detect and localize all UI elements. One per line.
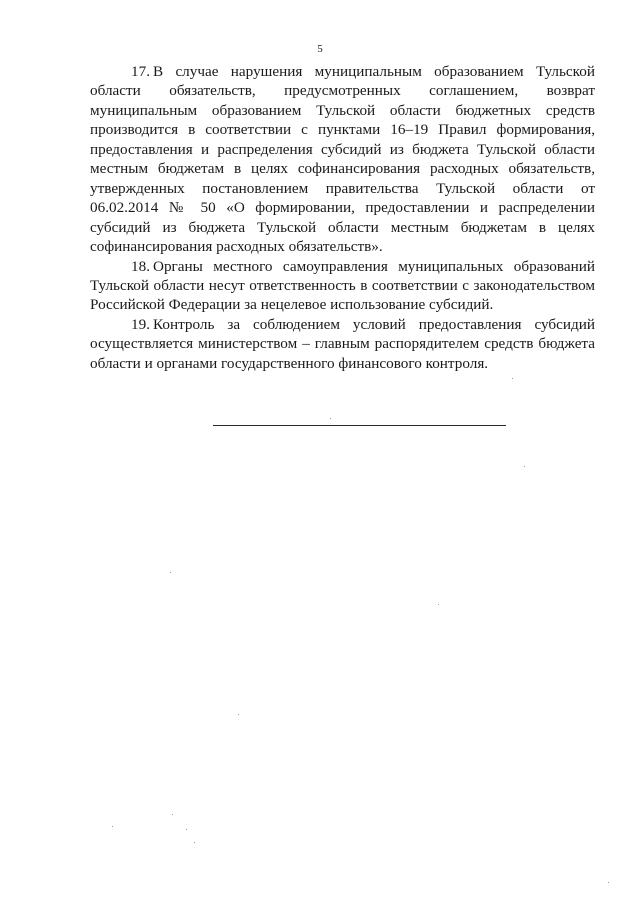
paragraph-number: 19. [131,315,150,333]
scan-speck [330,418,331,419]
paragraph-text: Органы местного самоуправления муниципальных образований Тульской области несут ответственность в соответствии с законодательством Российской Федерации за нецелевое использование субсидий. [90,257,595,314]
paragraph-17 [90,62,595,257]
paragraph-text: В случае нарушения муниципальным образованием Тульской области обязательств, предусмотренных соглашением, возврат муниципальным образованием Тульской области бюджетных средств производится в соответствии с пунктами 16–19 Правил формирования, предоставления и распределения субсидий из бюджета Тульской области местным бюджетам в целях софинансирования расходных обязательств, утвержденных постановлением правительства Тульской области от 06.02.2014 № 50 «О формировании, предоставлении и распределении субсидий из бюджета Тульской области местным бюджетам в целях софинансирования расходных обязательств». [90,63,595,256]
paragraph-number: 18. [131,257,150,275]
scan-speck [170,572,171,573]
scan-speck [238,714,239,715]
scan-speck [512,378,513,379]
scan-speck [186,829,187,830]
end-of-text-rule [213,425,506,426]
paragraph-19 [90,315,595,373]
paragraph-18 [90,257,595,315]
scan-speck [172,814,173,815]
paragraph-text: Контроль за соблюдением условий предоставления субсидий осуществляется министерством – главным распорядителем средств бюджета области и органами государственного финансового контроля. [90,315,595,372]
page-number: 5 [317,43,323,55]
paragraph-number: 17. [131,63,150,80]
scan-speck [608,882,609,883]
scan-speck [112,826,113,827]
scan-speck [194,842,195,843]
scan-speck [438,604,439,605]
scan-speck [524,466,525,467]
document-body [90,62,595,373]
